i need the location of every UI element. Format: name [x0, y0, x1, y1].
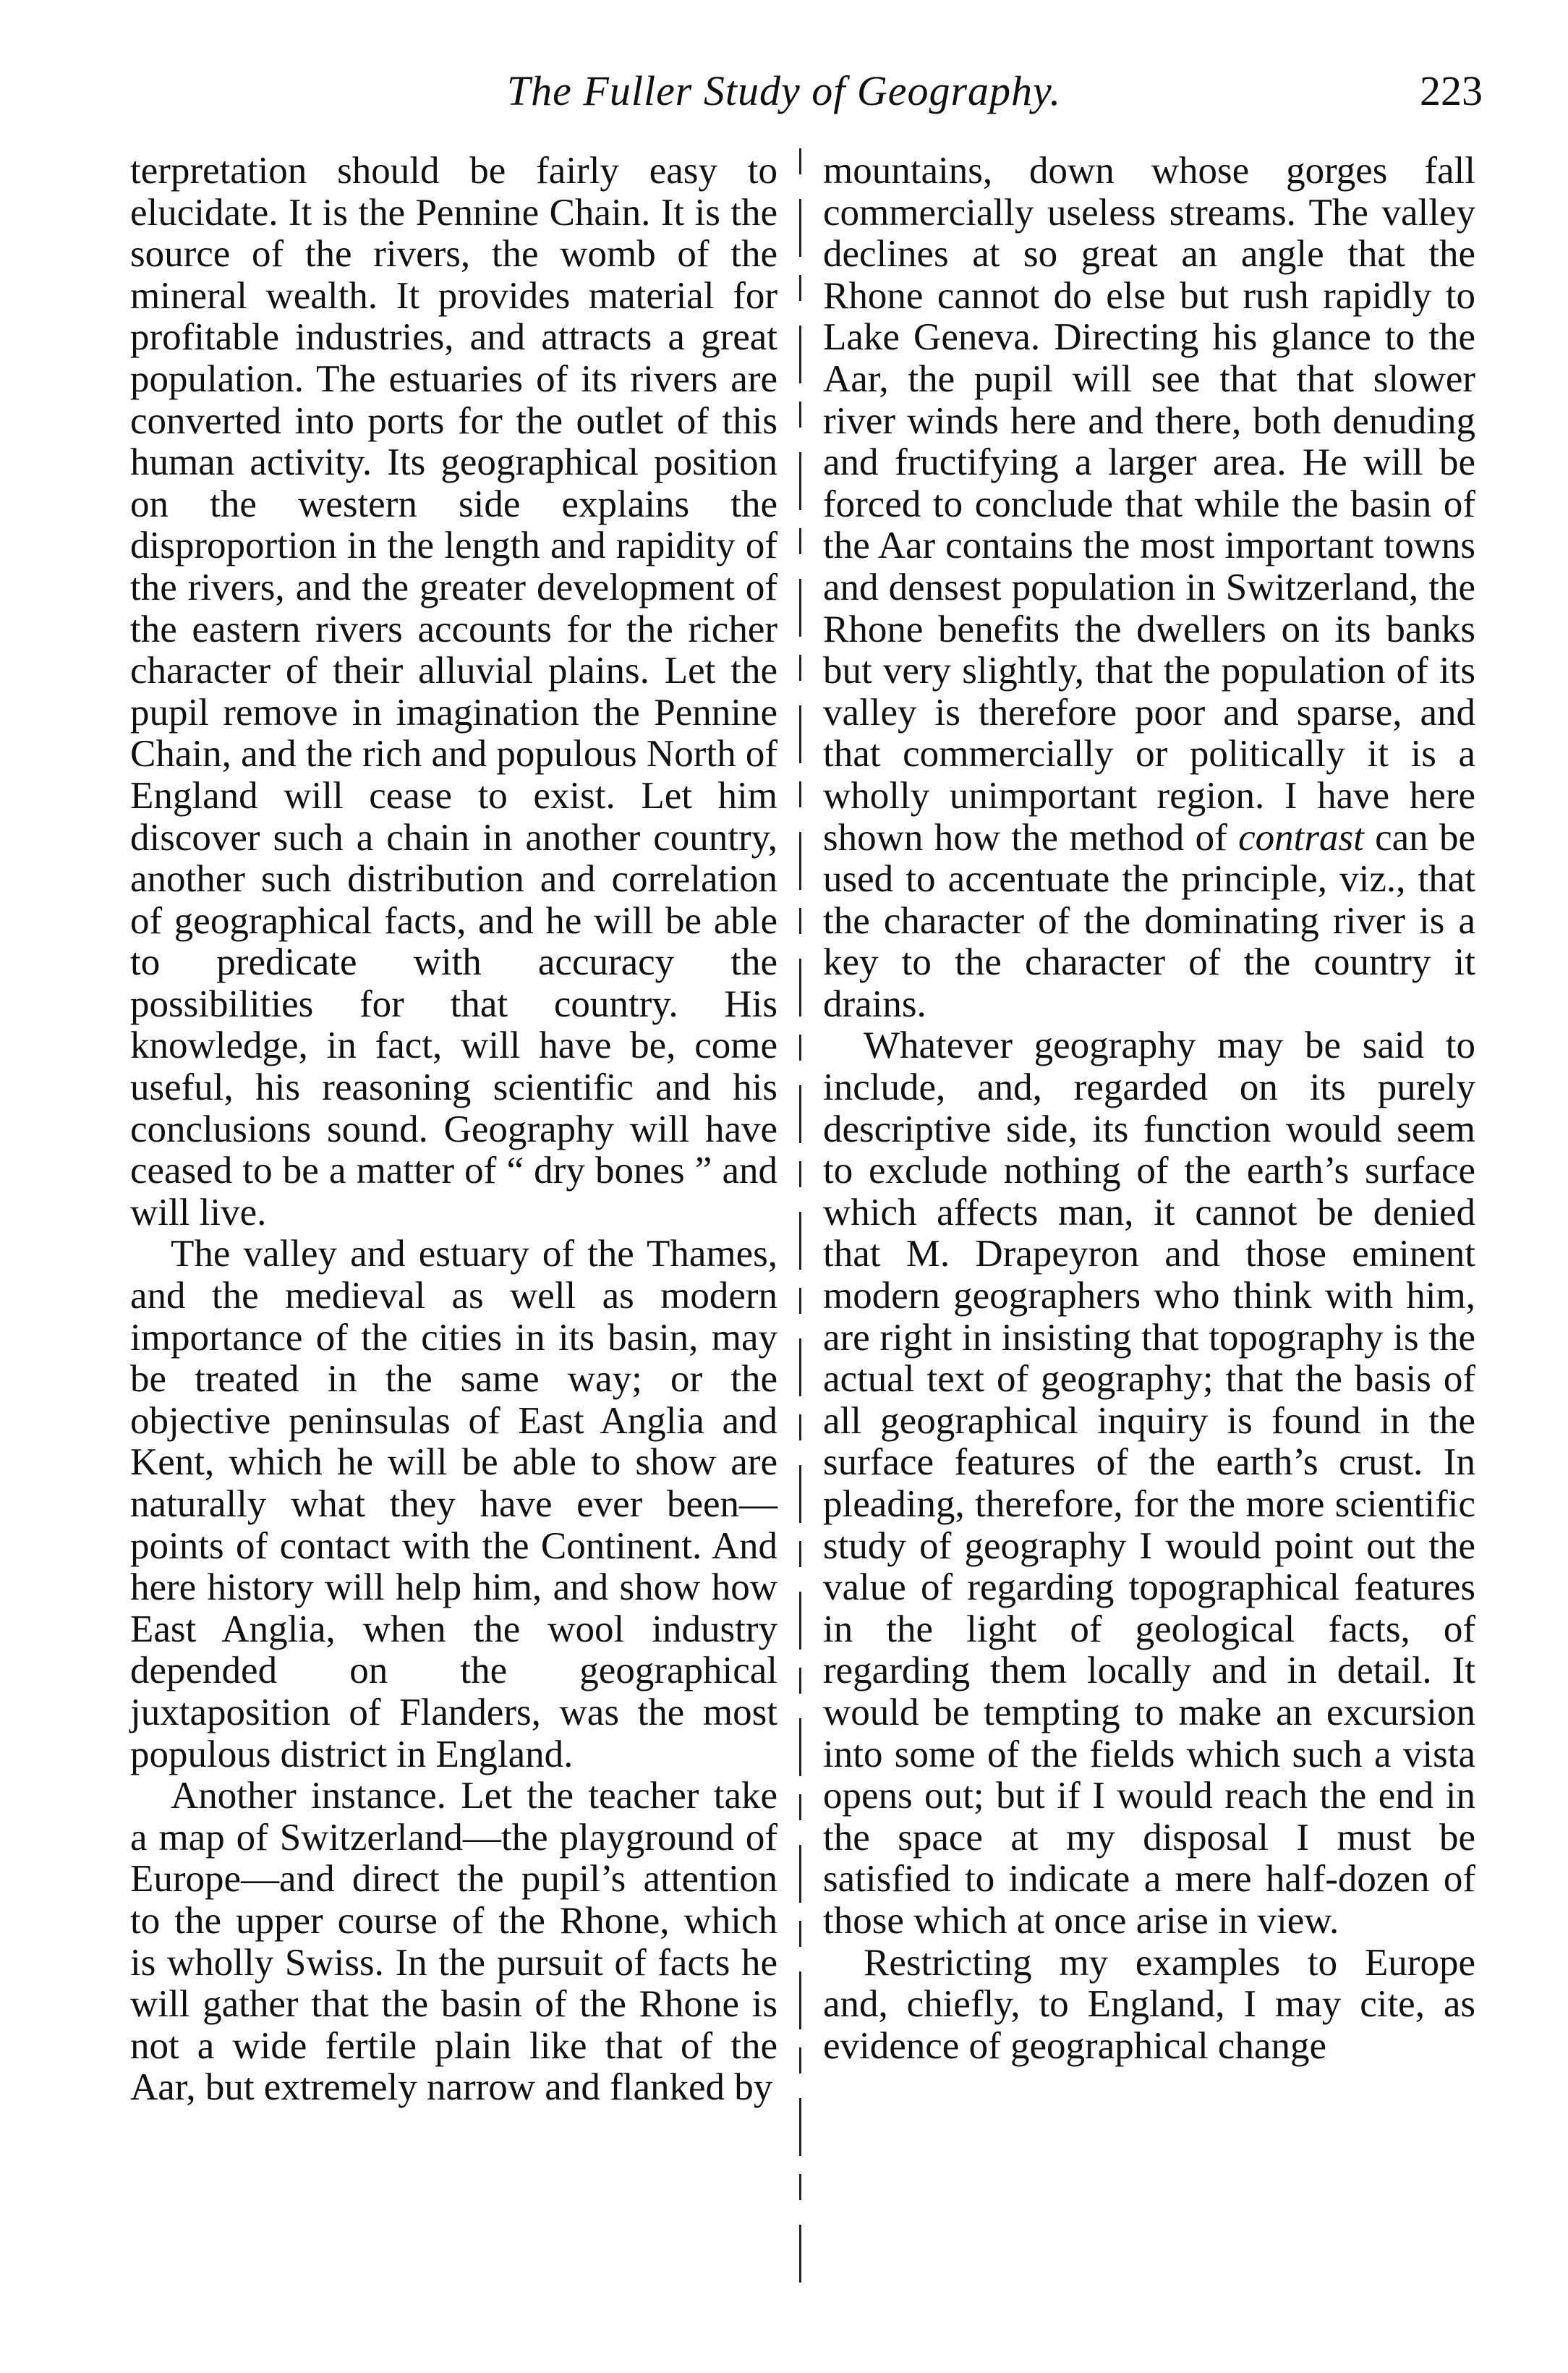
running-title: The Fuller Study of Geography. [506, 67, 1062, 114]
right-paragraph-1-emphasis: contrast [1238, 816, 1364, 859]
page-number: 223 [1420, 67, 1483, 114]
right-paragraph-1-text-b: can be used to accentuate the principle, viz., that the character of the dominating river is a key to the character of the country it drains. [823, 816, 1476, 1025]
right-paragraph-1 [823, 150, 1475, 1025]
left-column [130, 150, 777, 2109]
left-paragraph-1: terpretation should be fairly easy to elucidate. It is the Pennine Chain. It is the source of the rivers, the womb of the mineral wealth. It provides material for profitable industries, and attracts a great population. The estuaries of its rivers are converted into ports for the outlet of this human activity. Its geographical position on the western side explains the disproportion in the length and rapidity of the rivers, and the greater development of the eastern rivers accounts for the richer character of their alluvial plains. Let the pupil remove in imagination the Pennine Chain, and the rich and populous North of England will cease to exist. Let him discover such a chain in another country, another such distribution and correlation of geographical facts, and he will be able to predicate with accuracy the possibilities for that country. His knowledge, in fact, will have be, come useful, his reasoning scientific and his conclusions sound. Geography will have ceased to be a matter of “ dry bones ” and will live. [130, 150, 777, 1234]
left-paragraph-2: The valley and estuary of the Thames, and the medieval as well as modern importance of the cities in its basin, may be treated in the same way; or the objective peninsulas of East Anglia and Kent, which he will be able to show are naturally what they have ever been—points of contact with the Continent. And here history will help him, and show how East Anglia, when the wool industry depended on the geographical juxtaposition of Flanders, was the most populous district in England. [130, 1233, 777, 1775]
right-paragraph-1-text-a: mountains, down whose gorges fall commercially useless streams. The valley declines at so great an angle that the Rhone cannot do else but rush rapidly to Lake Geneva. Directing his glance to the Aar, the pupil will see that that slower river winds here and there, both denuding and fructifying a larger area. He will be forced to conclude that while the basin of the Aar contains the most important towns and densest population in Switzerland, the Rhone benefits the dwellers on its banks but very slightly, that the population of its valley is therefore poor and sparse, and that commercially or politically it is a wholly unimportant region. I have here shown how the method of [823, 150, 1475, 859]
right-column [823, 150, 1475, 2067]
right-paragraph-2: Whatever geography may be said to include, and, regarded on its purely descriptive side, its function would seem to exclude nothing of the earth’s surface which affects man, it cannot be denied that M. Drapeyron and those eminent modern geographers who think with him, are right in insisting that topography is the actual text of geography; that the basis of all geographical inquiry is found in the surface features of the earth’s crust. In pleading, therefore, for the more scientific study of geography I would point out the value of regarding topographical features in the light of geological facts, of regarding them locally and in detail. It would be tempting to make an excursion into some of the fields which such a vista opens out; but if I would reach the end in the space at my disposal I must be satisfied to indicate a mere half-dozen of those which at once arise in view. [823, 1024, 1475, 1942]
right-paragraph-3: Restricting my examples to Europe and, chiefly, to England, I may cite, as evidence of geographical change [823, 1941, 1475, 2067]
column-divider [799, 148, 801, 2283]
left-paragraph-3: Another instance. Let the teacher take a map of Switzerland—the playground of Europe—and direct the pupil’s attention to the upper course of the Rhone, which is wholly Swiss. In the pursuit of facts he will gather that the basin of the Rhone is not a wide fertile plain like that of the Aar, but extremely narrow and flanked by [130, 1775, 777, 2109]
